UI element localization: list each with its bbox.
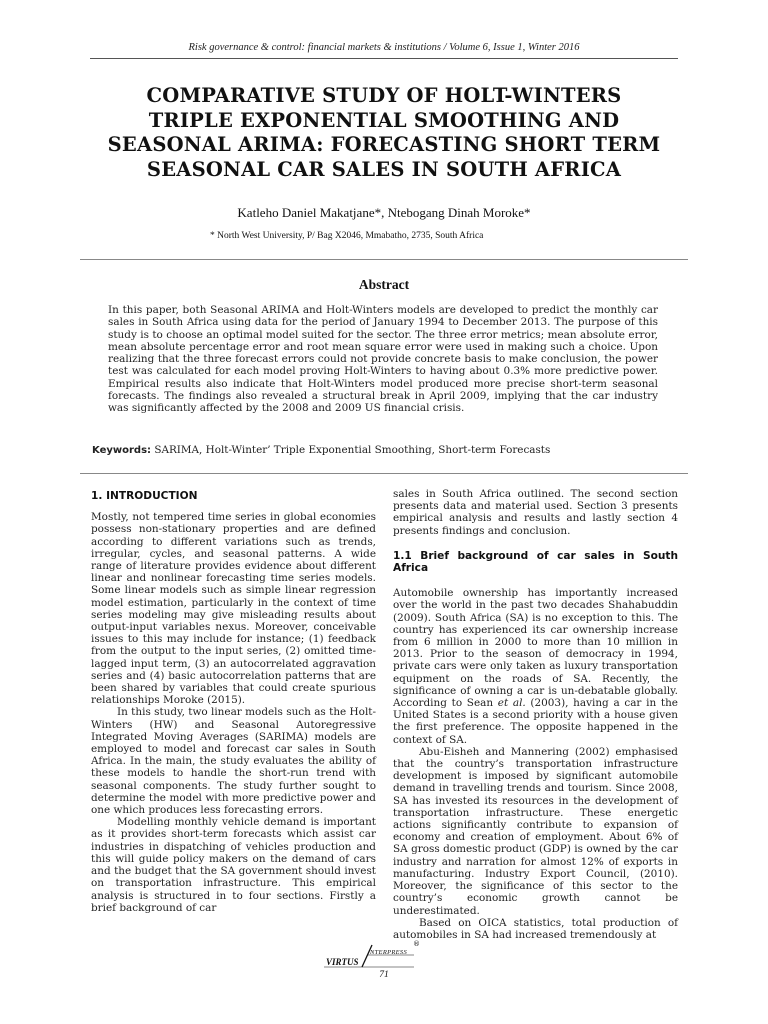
page-number: 71 (379, 970, 389, 980)
intro-paragraph-continued: sales in South Africa outlined. The second section presents data and material used. Section 3 presents empirical analysis and results and lastly section 4 presents findings and conclusion. (393, 488, 678, 537)
subsection-heading-background: 1.1 Brief background of car sales in South Africa (393, 549, 678, 575)
background-p1-part-a: Automobile ownership has importantly increased over the world in the past two decades Shahabuddin (2009). South Africa (SA) is no exception to this. The country has experienced its car ownership increase from 6 million in 2000 to more than 10 million in 2013. Prior to the season of democracy in 1994, private cars were only taken as luxury transportation equipment on the roads of SA. Recently, the significance of owning a car is un-debatable globally. According to Sean (393, 587, 678, 710)
intro-paragraph-1: Mostly, not tempered time series in global economies possess non-stationary properties and are defined according to different variations such as trends, irregular, cycles, and seasonal patterns. A wide range of literature provides evidence about different linear and nonlinear forecasting time series models. Some linear models such as simple linear regression model estimation, particularly in the context of time series modeling may give misleading results about output-input variables nexus. Moreover, conceivable issues to this may include for instance; (1) feedback from the output to the input series, (2) omitted time-lagged input term, (3) an autocorrelated aggravation series and (4) basic autocorrelation patterns that are been shared by variables that could create spurious relationships Moroke (2015). (91, 511, 376, 707)
abstract-heading: Abstract (358, 277, 410, 292)
header-divider (90, 58, 678, 59)
keywords-label: Keywords: (92, 445, 152, 456)
paper-title (80, 84, 688, 182)
right-column (393, 488, 678, 941)
abstract-body: In this paper, both Seasonal ARIMA and Holt-Winters models are developed to predict the monthly car sales in South Africa using data for the period of January 1994 to December 2013. The purpose of this study is to choose an optimal model suited for the sector. The three error metrics; mean absolute error, mean absolute percentage error and root mean square error were used in making such a choice. Upon realizing that the three forecast errors could not provide concrete basis to make conclusion, the power test was calculated for each model proving Holt-Winters to having about 0.3% more predictive power. Empirical results also indicate that Holt-Winters model produced more precise short-term seasonal forecasts. The findings also revealed a structural break in April 2009, implying that the car industry was significantly affected by the 2008 and 2009 US financial crisis. (108, 304, 658, 414)
keywords-divider (80, 473, 688, 474)
registered-mark: ® (413, 940, 420, 948)
background-p1-part-b: (2003), having a car in the United States is a second priority with a house given the first preference. The opposite happened in the context of SA. (393, 697, 678, 746)
authors: Katleho Daniel Makatjane*, Ntebogang Dinah Moroke* (237, 205, 531, 220)
title-line-4: SEASONAL CAR SALES IN SOUTH AFRICA (146, 157, 622, 181)
title-line-2: TRIPLE EXPONENTIAL SMOOTHING AND (148, 108, 620, 132)
keywords (92, 444, 692, 456)
background-paragraph-3: Based on OICA statistics, total production of automobiles in SA had increased tremendously at (393, 916, 678, 941)
intro-paragraph-2: In this study, two linear models such as the Holt-Winters (HW) and Seasonal Autoregressive Integrated Moving Averages (SARIMA) models are employed to model and forecast car sales in South Africa. In the main, the study evaluates the ability of these models to handle the short-run trend with seasonal components. The study further sought to determine the model with more predictive power and one which produces less forecasting errors. (91, 706, 376, 817)
publisher-logo (322, 940, 422, 973)
section-heading-introduction: 1. INTRODUCTION (91, 490, 198, 502)
logo-text-virtus: VIRTUS (326, 957, 359, 967)
left-column (91, 490, 376, 914)
keywords-text: SARIMA, Holt-Winter’ Triple Exponential Smoothing, Short-term Forecasts (151, 444, 551, 456)
journal-header: Risk governance & control: financial markets & institutions / Volume 6, Issue 1, Winter 2016 (188, 42, 580, 53)
background-paragraph-2: Abu-Eisheh and Mannering (2002) emphasised that the country’s transportation infrastructure development is imposed by significant automobile demand in travelling trends and tourism. Since 2008, SA has invested its resources in the development of transportation infrastructure. These energetic actions significantly contribute to expansion of economy and creation of employment. About 6% of SA gross domestic product (GDP) is owned by the car industry and narration for almost 12% of exports in manufacturing. Industry Export Council, (2010). Moreover, the significance of this sector to the country’s economic growth cannot be underestimated. (393, 745, 678, 917)
affiliation: * North West University, P/ Bag X2046, Mmabatho, 2735, South Africa (210, 231, 484, 241)
et-al-italic: et al. (497, 697, 526, 710)
intro-paragraph-3: Modelling monthly vehicle demand is important as it provides short-term forecasts which assist car industries in dispatching of vehicles production and this will guide policy makers on the demand of cars and the budget that the SA government should invest on transportation infrastructure. This empirical analysis is structured in to four sections. Firstly a brief background of car (91, 816, 376, 914)
background-paragraph-1 (393, 587, 678, 746)
affiliation-divider (80, 259, 688, 260)
title-line-1: COMPARATIVE STUDY OF HOLT-WINTERS (146, 84, 622, 107)
logo-text-interpress: NTERPRESS (370, 949, 408, 956)
title-line-3: SEASONAL ARIMA: FORECASTING SHORT TERM (107, 133, 661, 156)
